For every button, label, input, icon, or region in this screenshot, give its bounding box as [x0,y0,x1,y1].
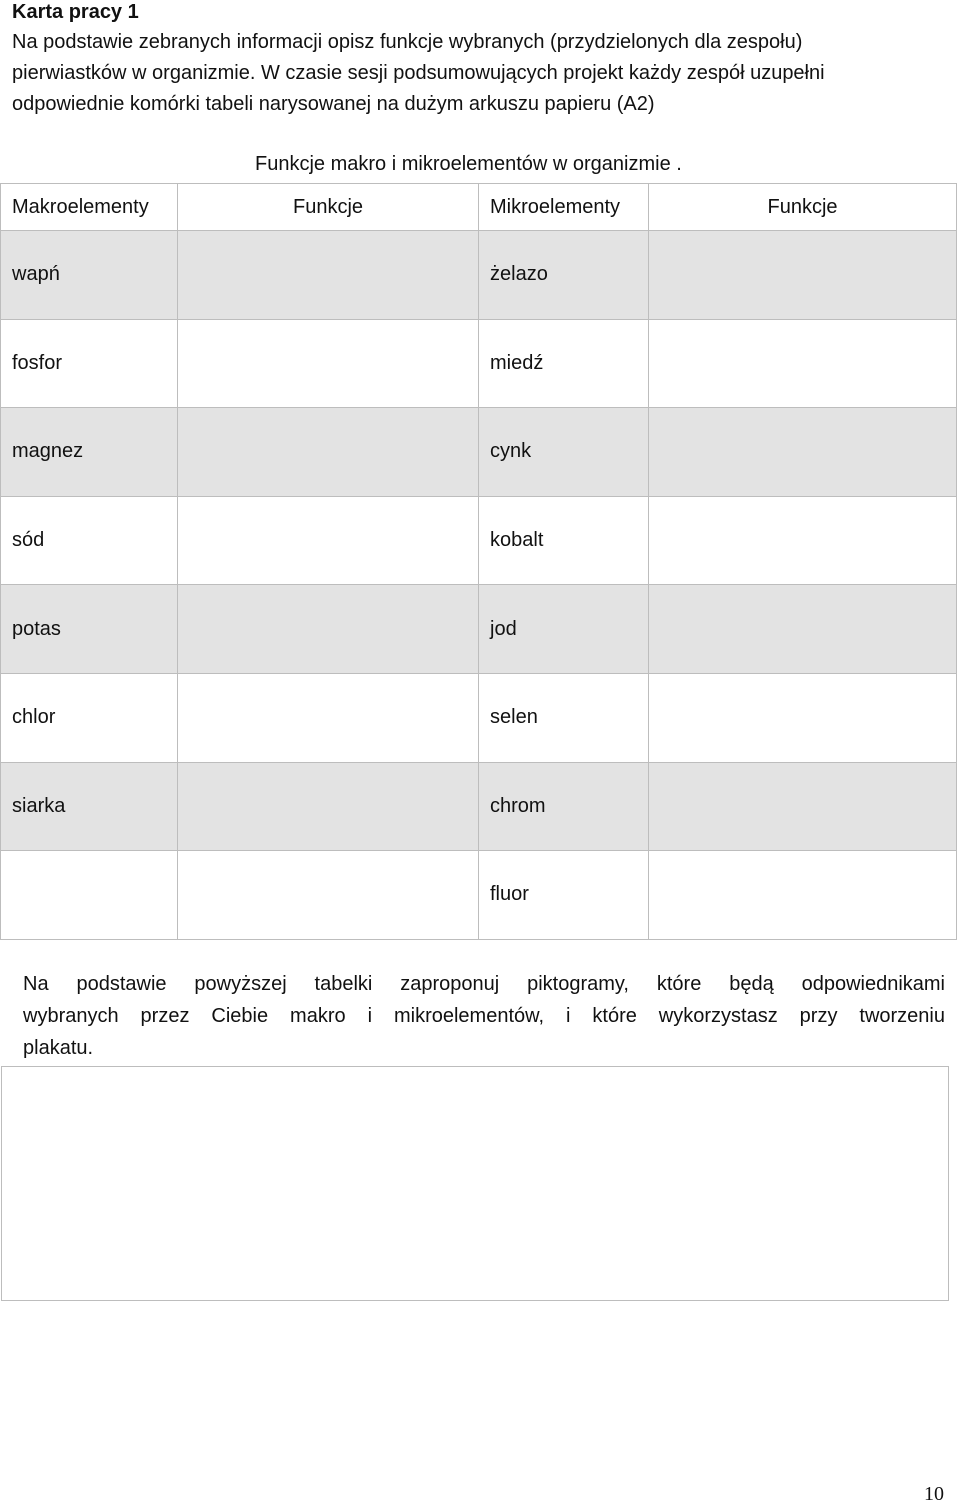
micro-function-cell[interactable] [649,762,957,851]
intro-paragraph [12,27,948,120]
header-functions-micro: Funkcje [649,184,957,231]
table-row [1,585,957,674]
intro-line: pierwiastków w organizmie. W czasie sesji podsumowujących projekt każdy zespół uzupełni [12,62,825,84]
macro-function-cell[interactable] [178,231,479,320]
macro-function-cell[interactable] [178,851,479,940]
table-title: Funkcje makro i mikroelementów w organizmie . [255,153,682,175]
micro-function-cell[interactable] [649,408,957,497]
macroelement-cell: wapń [1,231,178,320]
macroelement-cell: chlor [1,673,178,762]
micro-function-cell[interactable] [649,319,957,408]
table-header-row [1,184,957,231]
microelement-cell: jod [479,585,649,674]
table-row [1,319,957,408]
macro-function-cell[interactable] [178,762,479,851]
macroelement-cell: magnez [1,408,178,497]
intro-line: odpowiednie komórki tabeli narysowanej na dużym arkuszu papieru (A2) [12,93,655,115]
table-row [1,851,957,940]
intro-line: Na podstawie zebranych informacji opisz funkcje wybranych (przydzielonych dla zespołu) [12,31,803,53]
macro-function-cell[interactable] [178,319,479,408]
microelement-cell: kobalt [479,496,649,585]
macro-function-cell[interactable] [178,408,479,497]
macroelement-cell: potas [1,585,178,674]
macroelement-cell: sód [1,496,178,585]
instruction-line: wybranych przez Ciebie makro i mikroelementów, i które wykorzystasz przy tworzeniu [23,1005,945,1027]
microelement-cell: cynk [479,408,649,497]
micro-function-cell[interactable] [649,496,957,585]
micro-function-cell[interactable] [649,231,957,320]
microelement-cell: fluor [479,851,649,940]
header-macroelements: Makroelementy [1,184,178,231]
header-functions-macro: Funkcje [178,184,479,231]
worksheet-heading: Karta pracy 1 [12,1,139,23]
instruction-line: Na podstawie powyższej tabelki zaproponuj piktogramy, które będą odpowiednikami [23,973,945,995]
macro-function-cell[interactable] [178,585,479,674]
header-microelements: Mikroelementy [479,184,649,231]
macroelement-cell: fosfor [1,319,178,408]
table-row [1,673,957,762]
instruction-paragraph [23,968,945,1064]
micro-function-cell[interactable] [649,851,957,940]
microelement-cell: żelazo [479,231,649,320]
page-number: 10 [924,1483,944,1505]
instruction-line: plakatu. [23,1037,94,1059]
table-row [1,496,957,585]
table-row [1,762,957,851]
pictogram-answer-box[interactable] [1,1066,949,1301]
macroelement-cell: siarka [1,762,178,851]
microelement-cell: miedź [479,319,649,408]
microelement-cell: chrom [479,762,649,851]
elements-table [0,183,957,940]
macro-function-cell[interactable] [178,673,479,762]
table-row [1,408,957,497]
microelement-cell: selen [479,673,649,762]
macro-function-cell[interactable] [178,496,479,585]
macroelement-cell [1,851,178,940]
table-row [1,231,957,320]
micro-function-cell[interactable] [649,585,957,674]
micro-function-cell[interactable] [649,673,957,762]
